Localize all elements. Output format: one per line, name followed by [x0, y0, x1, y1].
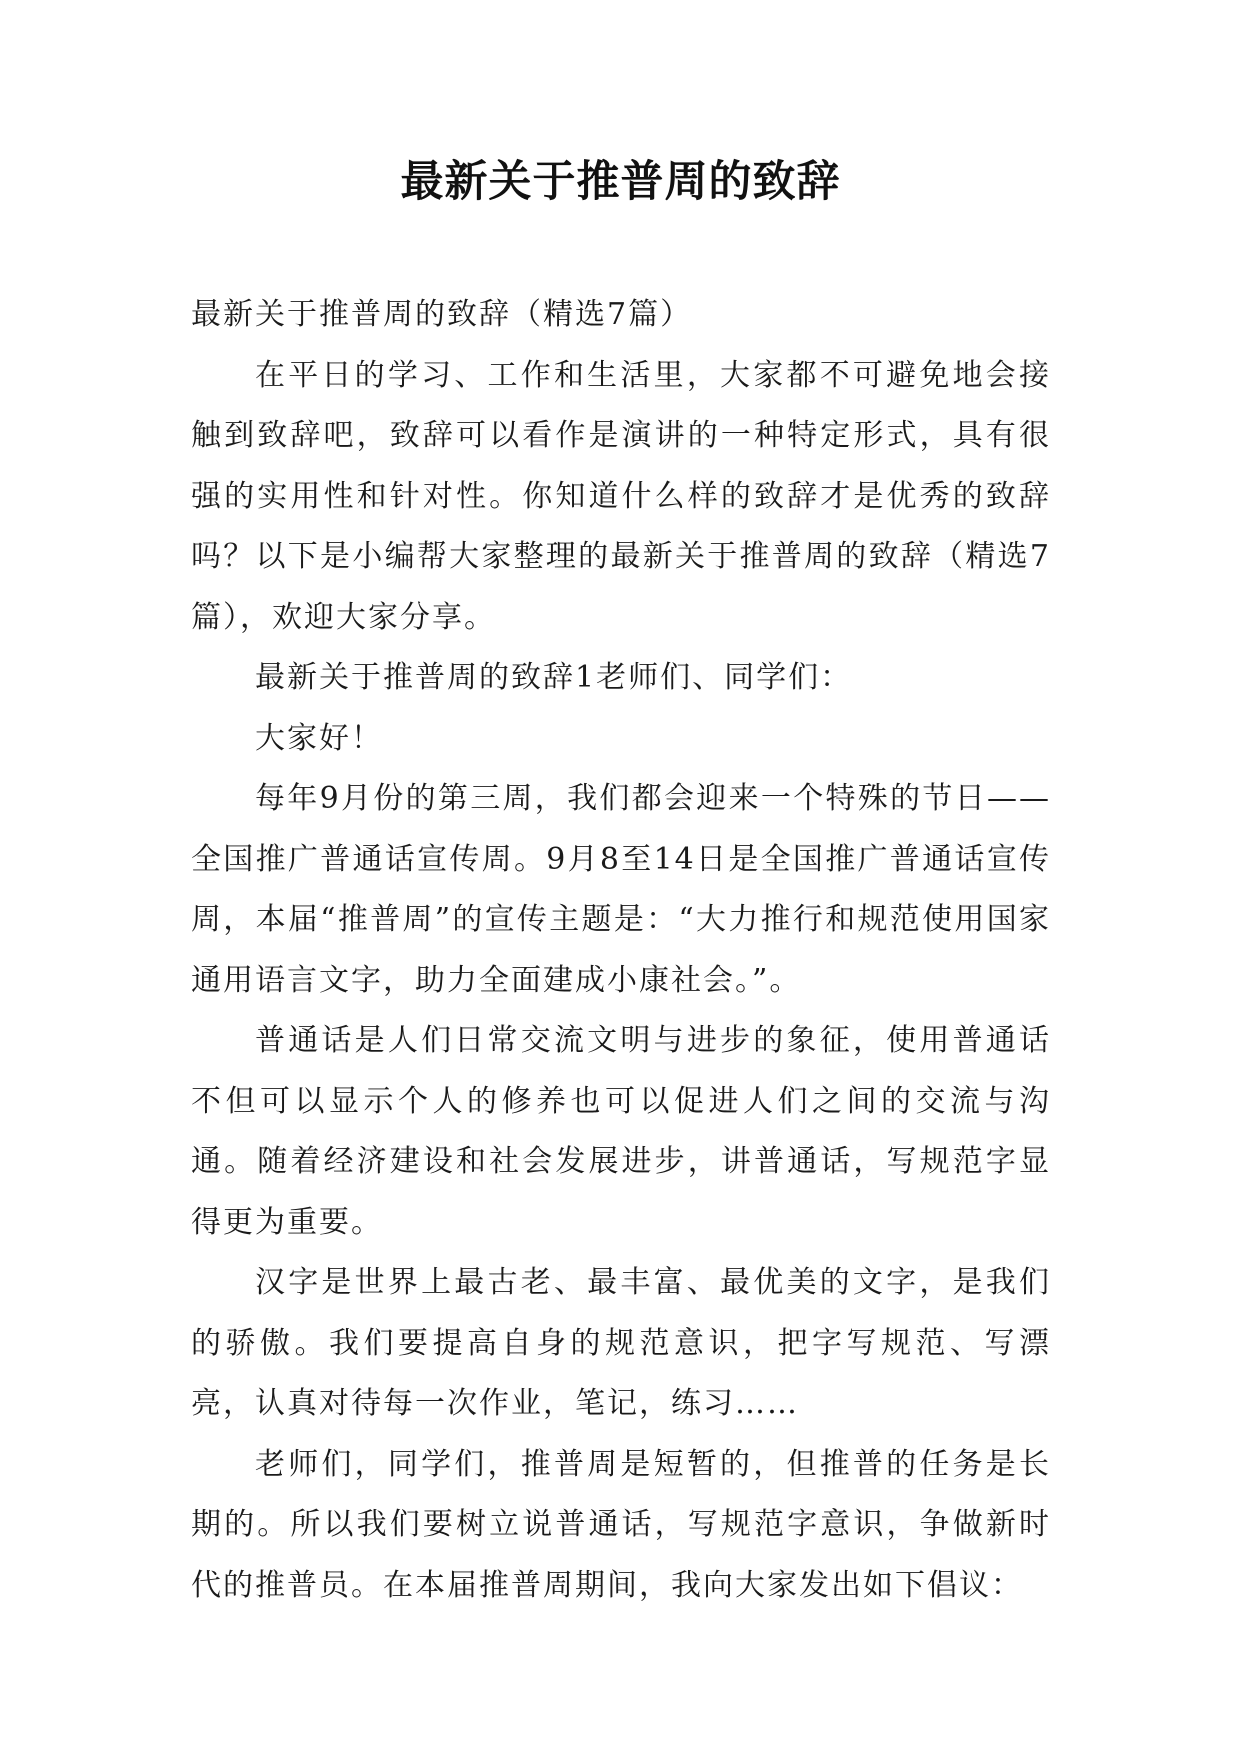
speech-heading-paragraph: 最新关于推普周的致辞1老师们、同学们： [255, 660, 853, 695]
body-paragraph: 老师们，同学们，推普周是短暂的，但推普的任务是长期的。所以我们要树立说普通话，写规范字意识，争做新时代的推普员。在本届推普周期间，我向大家发出如下倡议： [191, 1446, 1051, 1603]
greeting-paragraph: 大家好！ [255, 720, 383, 756]
intro-paragraph: 在平日的学习、工作和生活里，大家都不可避免地会接触到致辞吧，致辞可以看作是演讲的一种特定形式，具有很强的实用性和针对性。你知道什么样的致辞才是优秀的致辞吗？以下是小编帮大家整理的最新关于推普周的致辞（精选7篇），欢迎大家分享。 [191, 357, 1051, 635]
document-title: 最新关于推普周的致辞 [400, 157, 841, 207]
body-paragraph: 普通话是人们日常交流文明与进步的象征，使用普通话不但可以显示个人的修养也可以促进人们之间的交流与沟通。随着经济建设和社会发展进步，讲普通话，写规范字显得更为重要。 [191, 1023, 1051, 1240]
body-paragraph: 汉字是世界上最古老、最丰富、最优美的文字，是我们的骄傲。我们要提高自身的规范意识，把字写规范、写漂亮，认真对待每一次作业，笔记，练习…… [191, 1265, 1051, 1421]
body-paragraph: 每年9月份的第三周，我们都会迎来一个特殊的节日——全国推广普通话宣传周。9月8至14日是全国推广普通话宣传周，本届“推普周”的宣传主题是：“大力推行和规范使用国家通用语言文字，助力全面建成小康社会。”。 [191, 781, 1051, 998]
document-body [191, 285, 1051, 1616]
subtitle-paragraph: 最新关于推普周的致辞（精选7篇） [191, 297, 693, 332]
